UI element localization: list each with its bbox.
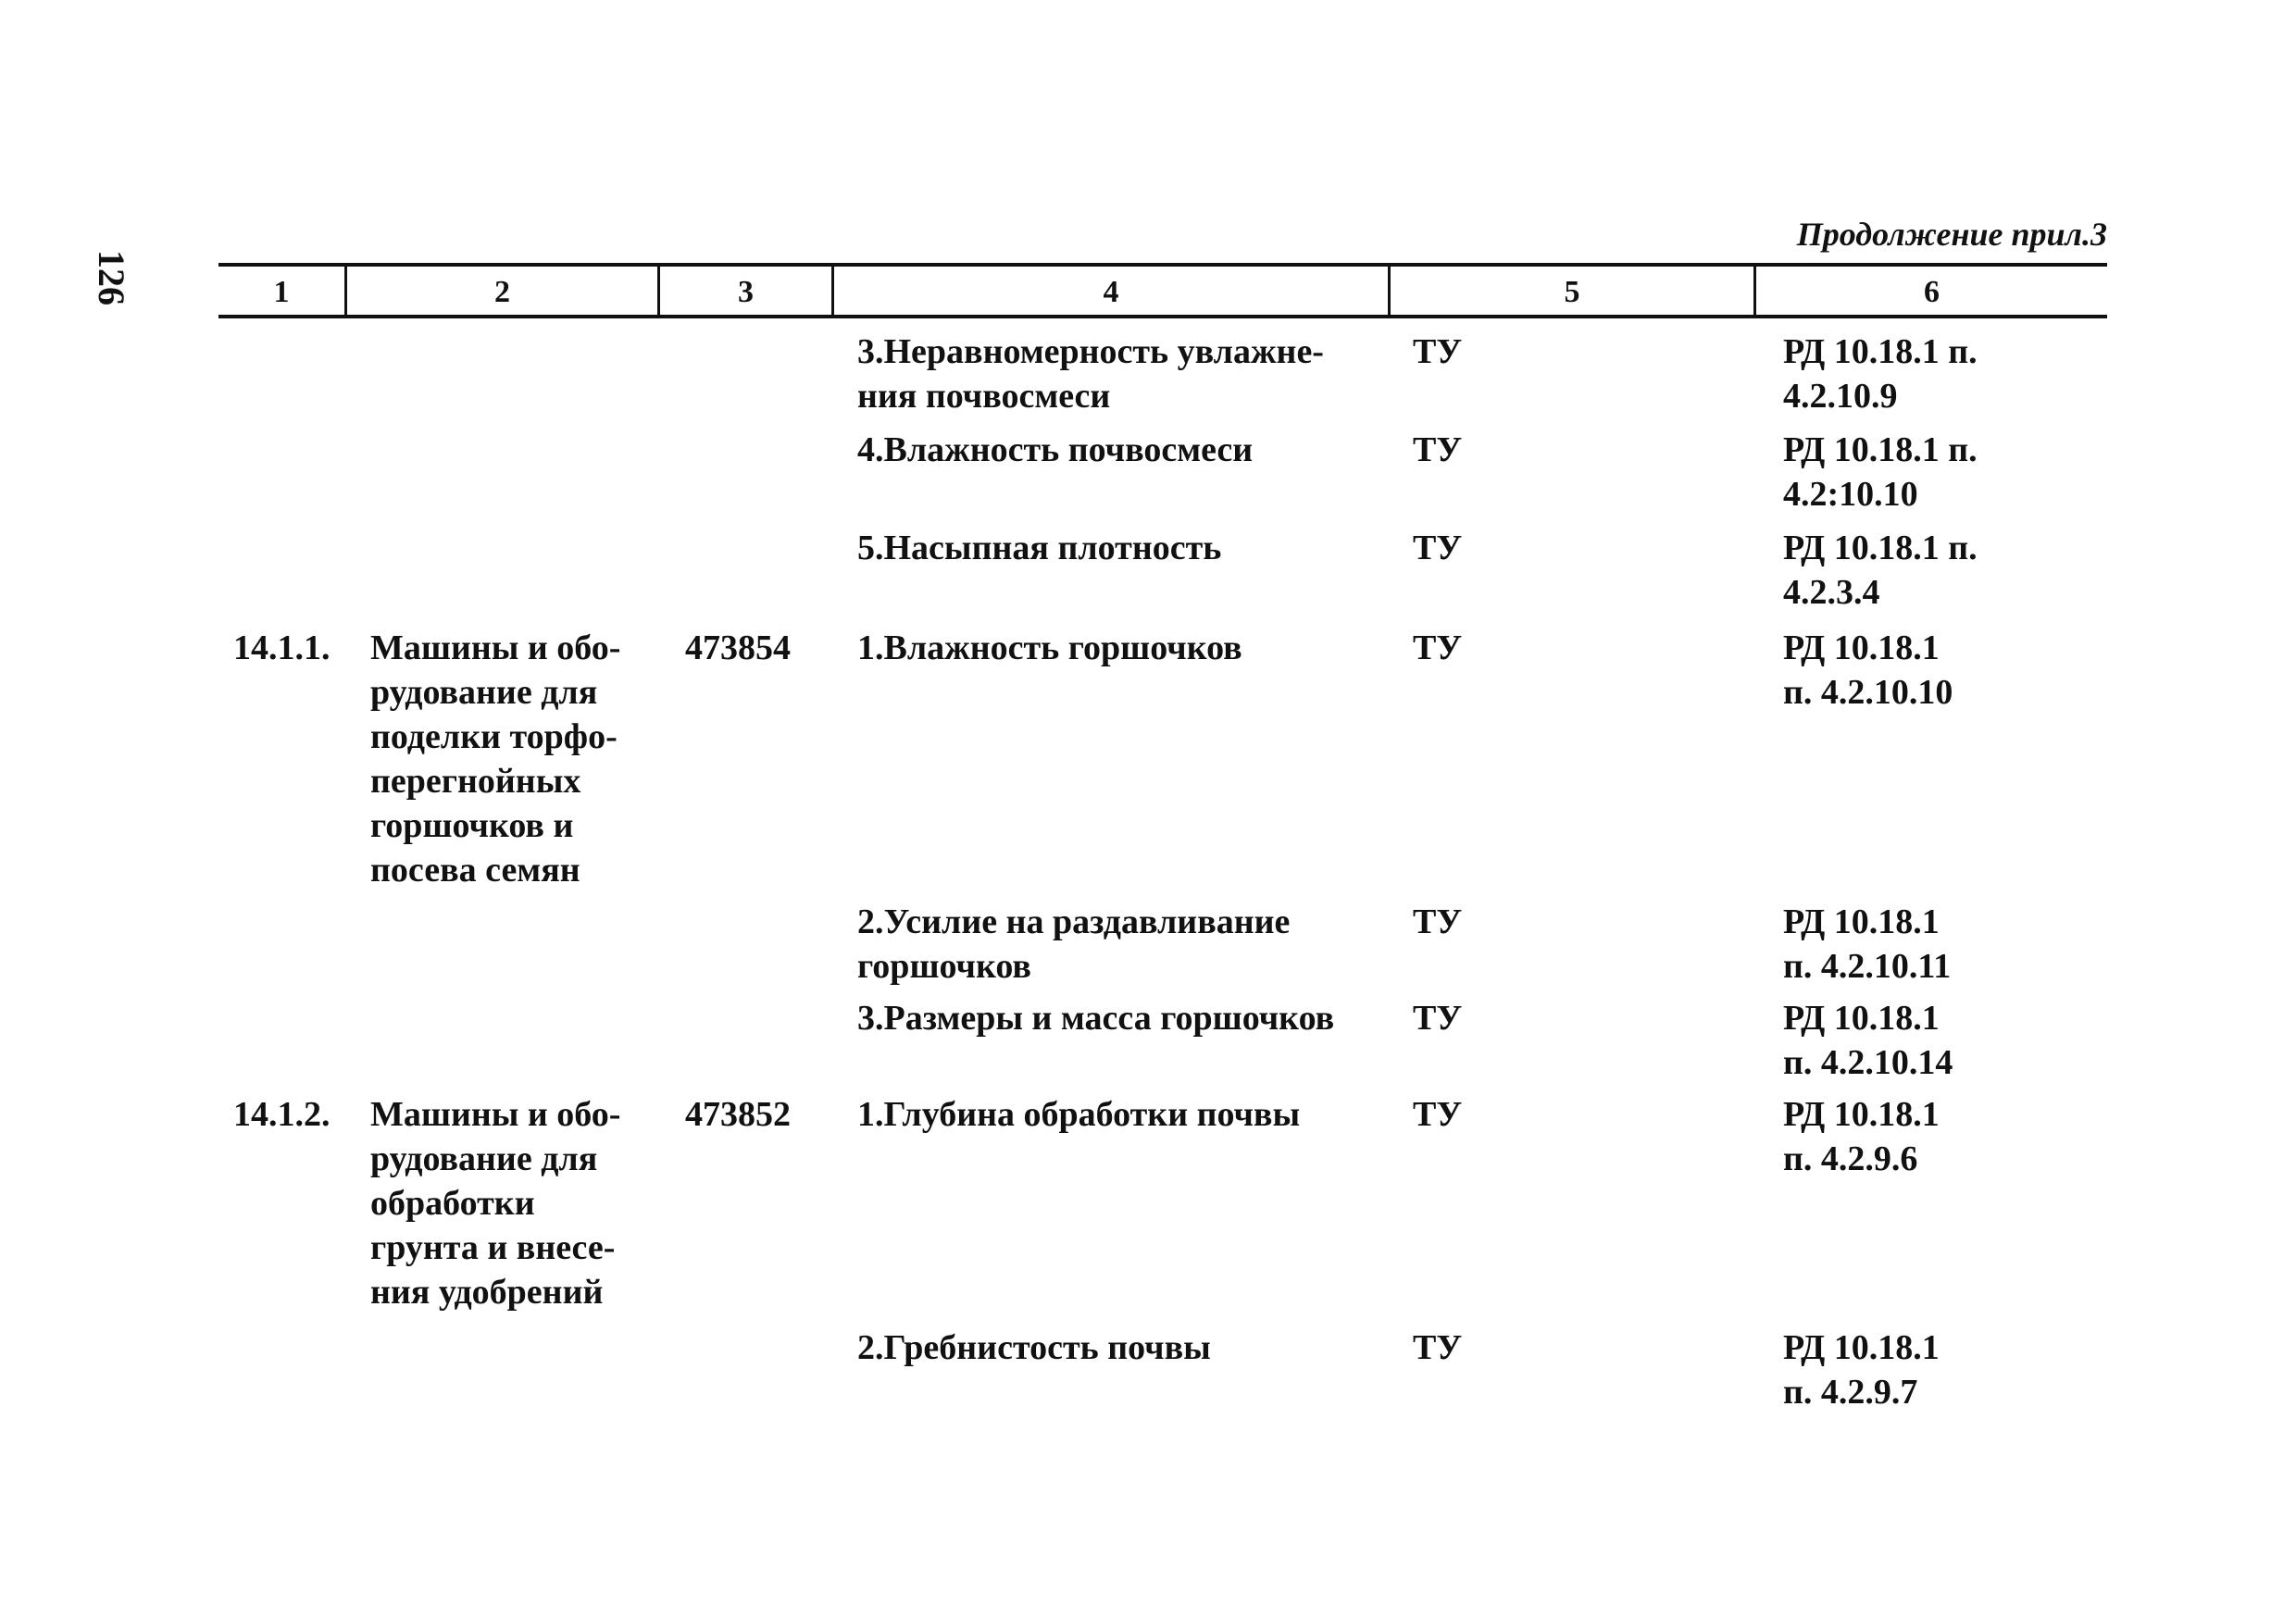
table-row	[218, 428, 2107, 526]
header-col-4: 4	[1103, 275, 1119, 309]
header-col-3: 3	[738, 275, 754, 309]
row-indicator: 5.Насыпная плотность	[857, 529, 1222, 567]
row-indicator: 2.Усилие на раздавливание горшочков	[857, 902, 1291, 986]
row-indicator: 3.Неравномерность увлажне- ния почвосмеси	[857, 332, 1324, 416]
row-method: РД 10.18.1 п. 4.2.10.9	[1783, 332, 1978, 416]
row-norm: ТУ	[1413, 332, 1463, 371]
row-name: Машины и обо- рудование для обработки грунта и внесе- ния удобрений	[370, 1095, 621, 1312]
row-norm: ТУ	[1413, 430, 1463, 469]
table-row	[218, 996, 2107, 1092]
row-norm: ТУ	[1413, 529, 1463, 567]
header-col-6: 6	[1924, 275, 1940, 309]
continuation-label: Продолжение прил.3	[1796, 216, 2107, 253]
header-col-5: 5	[1564, 275, 1580, 309]
table-row	[218, 1326, 2107, 1422]
row-method: РД 10.18.1 п. 4.2.10.10	[1783, 629, 1953, 712]
table-row	[218, 626, 2107, 900]
header-col-1: 1	[273, 275, 290, 309]
row-method: РД 10.18.1 п. 4.2:10.10	[1783, 430, 1978, 514]
table-header	[218, 263, 2107, 318]
row-norm: ТУ	[1413, 1328, 1463, 1367]
row-method: РД 10.18.1 п. 4.2.9.7	[1783, 1328, 1940, 1412]
row-indicator: 1.Влажность горшочков	[857, 629, 1242, 667]
row-norm: ТУ	[1413, 629, 1463, 667]
table-row	[218, 900, 2107, 996]
table-row	[218, 330, 2107, 428]
row-indicator: 3.Размеры и масса горшочков	[857, 999, 1335, 1038]
header-col-2: 2	[494, 275, 510, 309]
row-method: РД 10.18.1 п. 4.2.10.11	[1783, 902, 1952, 986]
row-norm: ТУ	[1413, 999, 1463, 1038]
row-indicator: 2.Гребнистость почвы	[857, 1328, 1211, 1367]
row-code: 14.1.1.	[233, 629, 331, 667]
table-row	[218, 1092, 2107, 1326]
row-method: РД 10.18.1 п. 4.2.10.14	[1783, 999, 1953, 1082]
table-row	[218, 526, 2107, 626]
row-indicator: 1.Глубина обработки почвы	[857, 1095, 1301, 1134]
page-number: 126	[91, 250, 132, 305]
header-bottom-rule	[218, 315, 2107, 318]
row-indicator: 4.Влажность почвосмеси	[857, 430, 1254, 469]
row-code: 14.1.2.	[233, 1095, 331, 1134]
row-method: РД 10.18.1 п. 4.2.3.4	[1783, 529, 1978, 612]
table-body	[218, 330, 2107, 1422]
row-okp: 473852	[685, 1095, 791, 1134]
row-norm: ТУ	[1413, 902, 1463, 941]
row-name: Машины и обо- рудование для поделки торфо- перегнойных горшочков и посева семян	[370, 629, 621, 890]
row-norm: ТУ	[1413, 1095, 1463, 1134]
row-okp: 473854	[685, 629, 791, 667]
row-method: РД 10.18.1 п. 4.2.9.6	[1783, 1095, 1940, 1178]
